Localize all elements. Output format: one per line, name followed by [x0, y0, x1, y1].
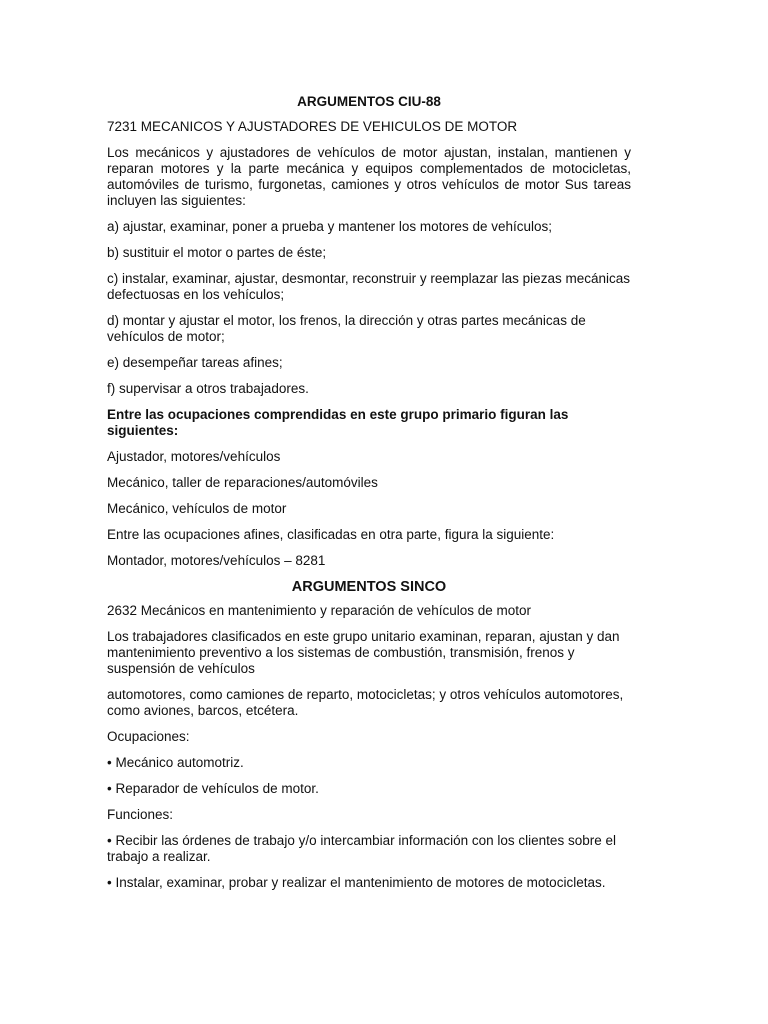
ciu88-occupation-item: Ajustador, motores/vehículos [107, 449, 281, 464]
section-title-ciu88: ARGUMENTOS CIU-88 [297, 94, 441, 109]
sinco-occupation-item: • Reparador de vehículos de motor. [107, 781, 319, 796]
sinco-occupations-label: Ocupaciones: [107, 729, 190, 744]
ciu88-occupation-item: Mecánico, taller de reparaciones/automóviles [107, 475, 378, 490]
sinco-code-line: 2632 Mecánicos en mantenimiento y reparación de vehículos de motor [107, 603, 531, 618]
sinco-occupation-item: • Mecánico automotriz. [107, 755, 244, 770]
sinco-intro-paragraph-1: Los trabajadores clasificados en este grupo unitario examinan, reparan, ajustan y dan mantenimiento preventivo a los sistemas de combustión, transmisión, frenos y suspensión de vehículos [107, 629, 620, 676]
ciu88-task-item: a) ajustar, examinar, poner a prueba y mantener los motores de vehículos; [107, 219, 552, 234]
ciu88-related-item: Montador, motores/vehículos – 8281 [107, 553, 326, 568]
ciu88-intro-paragraph: Los mecánicos y ajustadores de vehículos de motor ajustan, instalan, mantienen y reparan motores y la parte mecánica y equipos complementados de motocicletas, automóviles de turismo, furgonetas, camiones y otros vehículos de motor Sus tareas incluyen las siguientes: [107, 145, 631, 208]
ciu88-occupation-item: Mecánico, vehículos de motor [107, 501, 287, 516]
ciu88-task-item: f) supervisar a otros trabajadores. [107, 381, 309, 396]
ciu88-related-heading: Entre las ocupaciones afines, clasificadas en otra parte, figura la siguiente: [107, 527, 555, 542]
document-page [107, 94, 631, 901]
ciu88-occupations-heading: Entre las ocupaciones comprendidas en este grupo primario figuran las siguientes: [107, 407, 569, 438]
ciu88-task-item: b) sustituir el motor o partes de éste; [107, 245, 327, 260]
sinco-intro-paragraph-2: automotores, como camiones de reparto, motocicletas; y otros vehículos automotores, como aviones, barcos, etcétera. [107, 687, 624, 718]
ciu88-code-line: 7231 MECANICOS Y AJUSTADORES DE VEHICULOS DE MOTOR [107, 119, 518, 134]
sinco-functions-label: Funciones: [107, 807, 174, 822]
ciu88-task-item: e) desempeñar tareas afines; [107, 355, 283, 370]
section-title-sinco: ARGUMENTOS SINCO [291, 579, 447, 595]
ciu88-task-item: c) instalar, examinar, ajustar, desmontar, reconstruir y reemplazar las piezas mecánicas defectuosas en los vehículos; [107, 271, 630, 302]
ciu88-task-item: d) montar y ajustar el motor, los frenos, la dirección y otras partes mecánicas de vehículos de motor; [107, 313, 586, 344]
sinco-function-item: • Recibir las órdenes de trabajo y/o intercambiar información con los clientes sobre el trabajo a realizar. [107, 833, 616, 864]
sinco-function-item: • Instalar, examinar, probar y realizar el mantenimiento de motores de motocicletas. [107, 875, 606, 890]
